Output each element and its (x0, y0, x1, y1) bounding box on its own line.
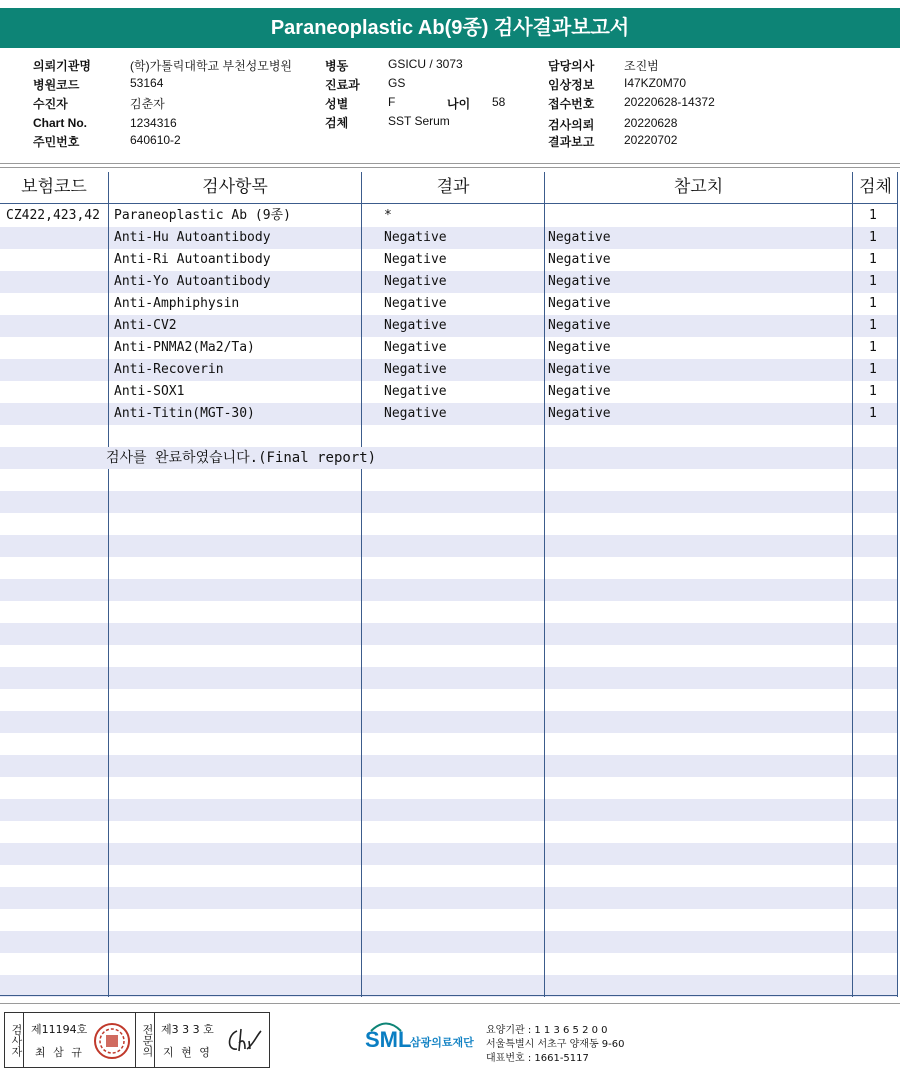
lab-phone: 대표번호 : 1661-5117 (486, 1053, 589, 1064)
cell-result: * (384, 208, 392, 223)
info-value-doctor: 조진범 (624, 59, 659, 73)
header-divider (0, 163, 900, 164)
info-value-institution: (학)가톨릭대학교 부천성모병원 (130, 59, 293, 73)
reviewer-label: 전문의 (135, 1013, 155, 1067)
cell-specimen: 1 (869, 384, 877, 399)
info-value-department: GS (388, 76, 406, 90)
table-row (0, 315, 900, 337)
row-stripe (0, 667, 897, 689)
info-value-ward: GSICU / 3073 (388, 57, 463, 71)
lab-logo (365, 1020, 485, 1060)
cell-result: Negative (384, 340, 447, 355)
info-label-ward: 병동 (325, 59, 349, 73)
header-divider-2 (0, 167, 900, 168)
cell-item: Anti-Ri Autoantibody (114, 252, 271, 267)
inspector-label: 검사자 (5, 1013, 24, 1067)
info-label-chart-no: Chart No. (33, 116, 87, 130)
agency-number: 요양기관 : 1 1 3 6 5 2 0 0 (486, 1025, 608, 1036)
table-row (0, 359, 900, 381)
info-value-sex: F (388, 95, 396, 109)
info-value-age: 58 (492, 95, 506, 109)
inspector-name: 최 삼 규 (35, 1046, 84, 1059)
info-label-hospital-code: 병원코드 (33, 78, 80, 92)
info-label-request-date: 검사의뢰 (548, 118, 595, 132)
reviewer-name: 지 현 영 (163, 1046, 212, 1059)
final-report-row (0, 447, 900, 469)
info-label-resident-no: 주민번호 (33, 135, 80, 149)
info-label-accession-no: 접수번호 (548, 97, 595, 111)
info-value-patient: 김춘자 (130, 97, 165, 111)
cell-item: Anti-CV2 (114, 318, 177, 333)
info-label-sex: 성별 (325, 97, 349, 111)
info-label-department: 진료과 (325, 78, 360, 92)
row-stripe (0, 843, 897, 865)
col-header-item: 검사항목 (202, 177, 268, 196)
cell-item: Anti-Titin(MGT-30) (114, 406, 255, 421)
table-row (0, 403, 900, 425)
info-label-clinical-info: 임상정보 (548, 78, 595, 92)
cell-reference: Negative (548, 362, 611, 377)
col-header-code: 보험코드 (21, 177, 87, 196)
row-stripe (0, 711, 897, 733)
cell-item: Anti-PNMA2(Ma2/Ta) (114, 340, 255, 355)
cell-specimen: 1 (869, 252, 877, 267)
logo-text: SML (365, 1027, 412, 1052)
cell-item: Anti-Recoverin (114, 362, 224, 377)
info-label-patient: 수진자 (33, 97, 68, 111)
cell-reference: Negative (548, 340, 611, 355)
info-value-chart-no: 1234316 (130, 116, 177, 130)
col-header-result: 결과 (436, 177, 470, 196)
table-bottom-line (0, 995, 897, 996)
cell-specimen: 1 (869, 318, 877, 333)
cell-item: Paraneoplastic Ab (9종) (114, 208, 291, 223)
row-stripe (0, 535, 897, 557)
cell-item: Anti-Hu Autoantibody (114, 230, 271, 245)
row-stripe (0, 931, 897, 953)
info-label-report-date: 결과보고 (548, 135, 595, 149)
info-value-report-date: 20220702 (624, 133, 678, 147)
cell-reference: Negative (548, 384, 611, 399)
info-value-specimen: SST Serum (388, 114, 450, 128)
cell-result: Negative (384, 230, 447, 245)
table-row (0, 227, 900, 249)
row-stripe (0, 579, 897, 601)
table-row (0, 205, 900, 227)
seal-stamp-icon (93, 1022, 131, 1060)
info-label-institution: 의뢰기관명 (33, 59, 91, 73)
row-stripe (0, 799, 897, 821)
cell-specimen: 1 (869, 406, 877, 421)
col-header-specimen: 검체 (859, 177, 892, 196)
row-stripe (0, 755, 897, 777)
reviewer-license-no: 제3 3 3 호 (161, 1023, 214, 1036)
org-name: 삼광의료재단 (410, 1036, 474, 1049)
info-value-clinical-info: I47KZ0M70 (624, 76, 687, 90)
cell-reference: Negative (548, 296, 611, 311)
cell-code: CZ422,423,42 (6, 208, 100, 223)
row-stripe (0, 491, 897, 513)
cell-result: Negative (384, 318, 447, 333)
info-value-request-date: 20220628 (624, 116, 678, 130)
cell-reference: Negative (548, 318, 611, 333)
cell-result: Negative (384, 274, 447, 289)
cell-reference: Negative (548, 230, 611, 245)
cell-reference: Negative (548, 406, 611, 421)
cell-item: Anti-Yo Autoantibody (114, 274, 271, 289)
info-label-age: 나이 (447, 97, 471, 111)
cell-result: Negative (384, 384, 447, 399)
signature-icon (223, 1025, 263, 1057)
cell-result: Negative (384, 296, 447, 311)
inspector-license-no: 제11194호 (31, 1023, 88, 1036)
cell-specimen: 1 (869, 230, 877, 245)
final-report-note: 검사를 완료하였습니다.(Final report) (106, 447, 376, 469)
report-title: Paraneoplastic Ab(9종) 검사결과보고서 (0, 8, 900, 48)
cell-specimen: 1 (869, 362, 877, 377)
cell-reference: Negative (548, 274, 611, 289)
table-row (0, 249, 900, 271)
cell-result: Negative (384, 362, 447, 377)
table-header-line (0, 203, 897, 204)
info-value-accession-no: 20220628-14372 (624, 95, 715, 109)
cell-result: Negative (384, 252, 447, 267)
info-value-hospital-code: 53164 (130, 76, 164, 90)
results-table (0, 170, 900, 997)
cell-specimen: 1 (869, 296, 877, 311)
cell-specimen: 1 (869, 340, 877, 355)
col-header-reference: 참고치 (673, 177, 724, 196)
signature-box (4, 1012, 270, 1068)
cell-reference: Negative (548, 252, 611, 267)
row-stripe (0, 975, 897, 997)
table-row (0, 381, 900, 403)
cell-item: Anti-Amphiphysin (114, 296, 240, 311)
cell-specimen: 1 (869, 208, 877, 223)
cell-result: Negative (384, 406, 447, 421)
lab-address: 서울특별시 서초구 양재동 9-60 (486, 1039, 625, 1050)
cell-item: Anti-SOX1 (114, 384, 185, 399)
row-stripe (0, 623, 897, 645)
table-row (0, 293, 900, 315)
cell-specimen: 1 (869, 274, 877, 289)
table-row (0, 271, 900, 293)
footer-divider (0, 1003, 900, 1004)
table-row (0, 337, 900, 359)
row-stripe (0, 887, 897, 909)
info-label-doctor: 담당의사 (548, 59, 595, 73)
info-value-resident-no: 640610-2 (130, 133, 181, 147)
info-label-specimen: 검체 (325, 116, 349, 130)
